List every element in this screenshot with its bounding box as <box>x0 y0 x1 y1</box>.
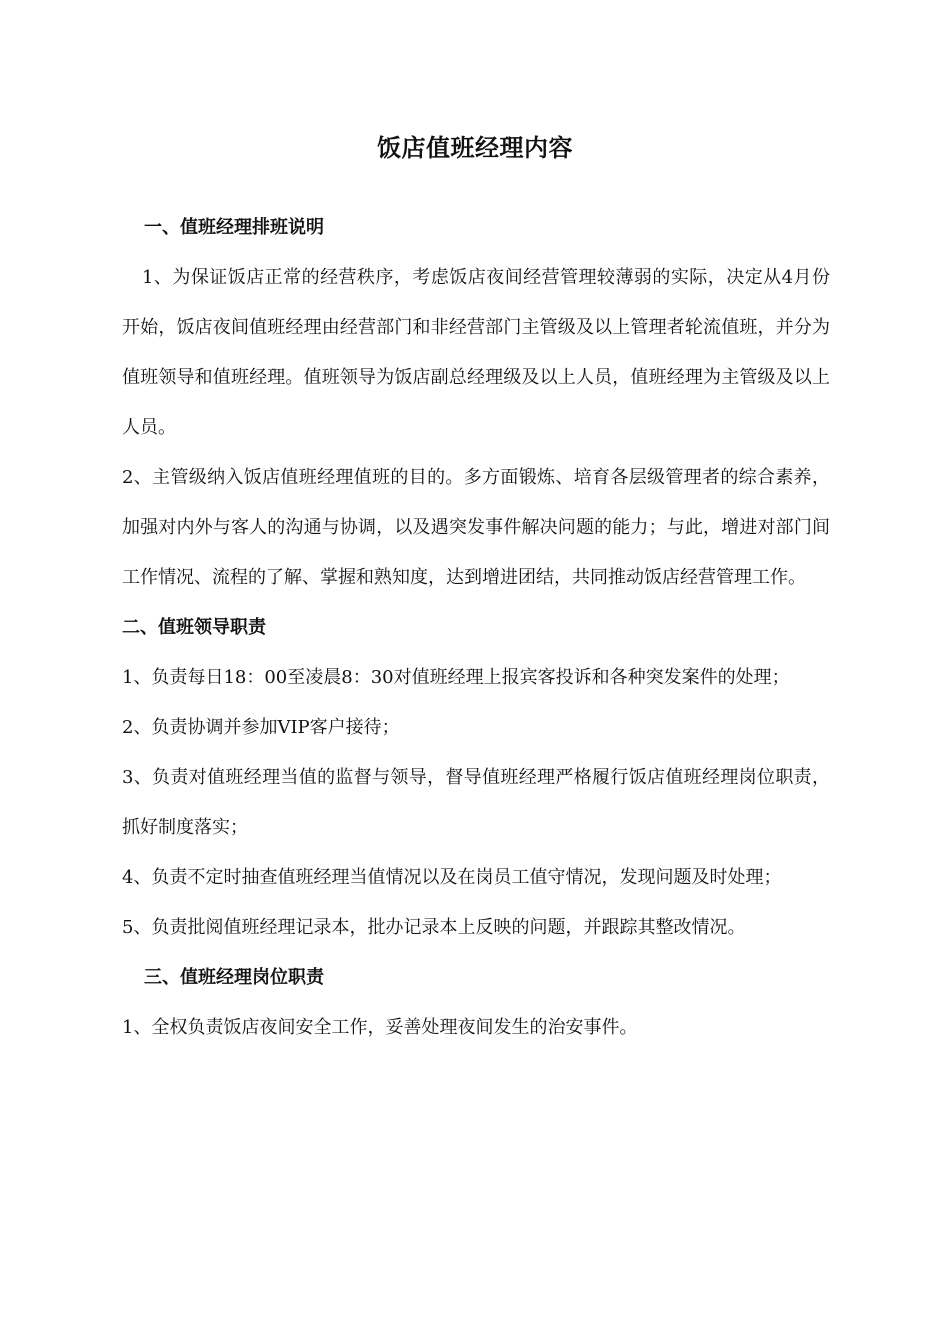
document-body <box>122 203 830 1053</box>
paragraph-3-1: 1、全权负责饭店夜间安全工作，妥善处理夜间发生的治安事件。 <box>122 1017 638 1038</box>
paragraph-2-1: 1、负责每日18：00至凌晨8：30对值班经理上报宾客投诉和各种突发案件的处理； <box>122 667 790 688</box>
paragraph-2-4: 4、负责不定时抽查值班经理当值情况以及在岗员工值守情况，发现问题及时处理； <box>122 867 782 888</box>
paragraph-2-5: 5、负责批阅值班经理记录本，批办记录本上反映的问题，并跟踪其整改情况。 <box>122 917 746 938</box>
section-heading-2: 二、值班领导职责 <box>122 617 266 638</box>
section-heading-3: 三、值班经理岗位职责 <box>144 967 324 988</box>
paragraph-1-2: 2、主管级纳入饭店值班经理值班的目的。多方面锻炼、培育各层级管理者的综合素养，加强对内外与客人的沟通与协调，以及遇突发事件解决问题的能力；与此，增进对部门间工作情况、流程的了解、掌握和熟知度，达到增进团结，共同推动饭店经营管理工作。 <box>122 467 830 588</box>
paragraph-1-1: 1、为保证饭店正常的经营秩序，考虑饭店夜间经营管理较薄弱的实际，决定从4月份开始，饭店夜间值班经理由经营部门和非经营部门主管级及以上管理者轮流值班，并分为值班领导和值班经理。值班领导为饭店副总经理级及以上人员，值班经理为主管级及以上人员。 <box>122 267 830 438</box>
document-title: 饭店值班经理内容 <box>377 133 573 162</box>
paragraph-2-3: 3、负责对值班经理当值的监督与领导，督导值班经理严格履行饭店值班经理岗位职责，抓好制度落实； <box>122 767 830 838</box>
paragraph-2-2: 2、负责协调并参加VIP客户接待； <box>122 717 400 738</box>
section-heading-1: 一、值班经理排班说明 <box>144 217 324 238</box>
